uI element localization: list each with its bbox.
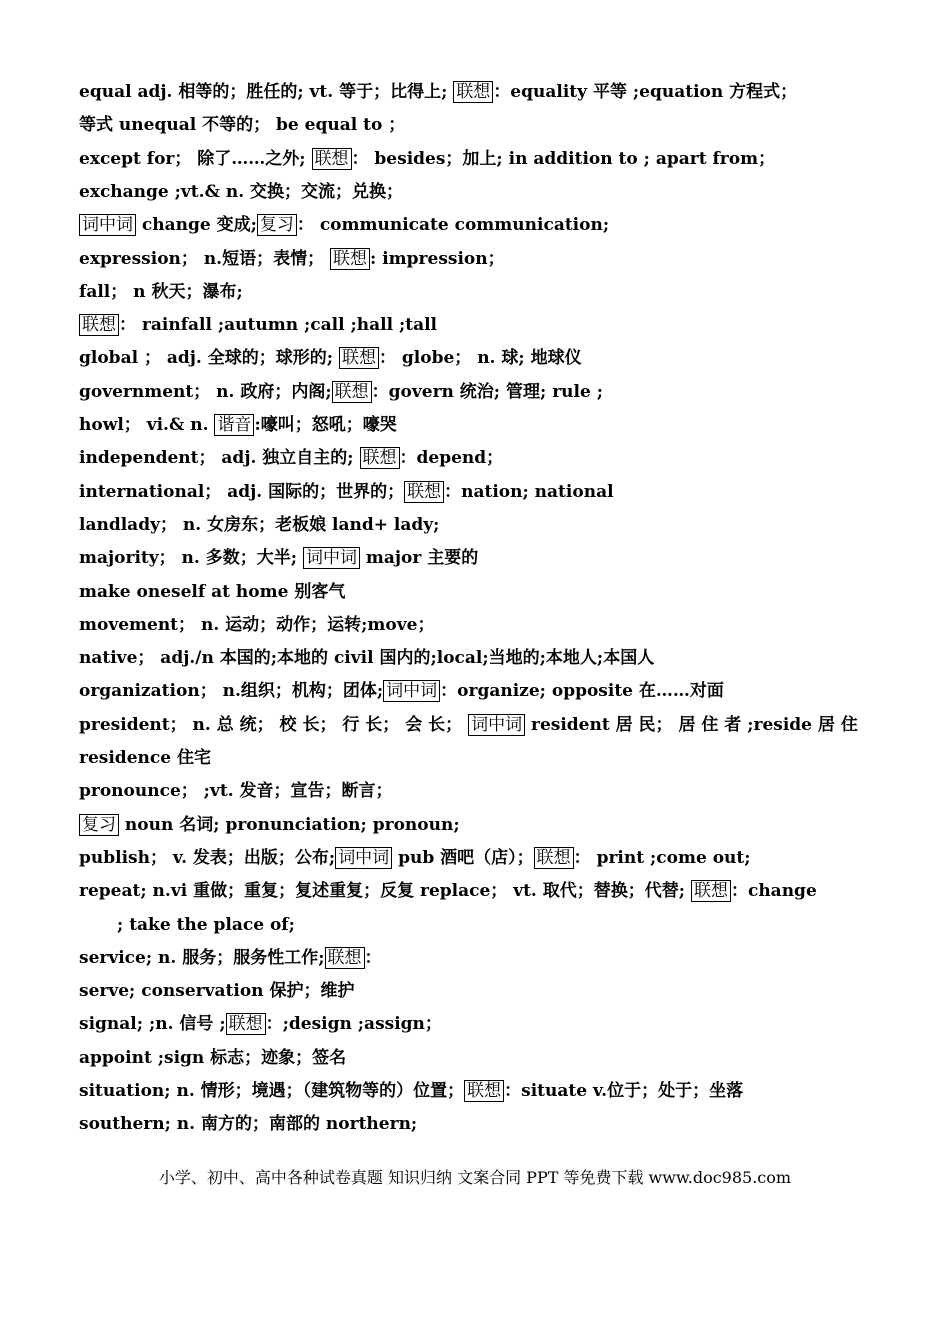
vocab-text: ：situate v.位于；处于；坐落	[504, 1081, 744, 1101]
vocab-line	[79, 446, 503, 470]
tag-box-cizhongci: 词中词	[335, 847, 392, 869]
vocab-line	[79, 380, 603, 404]
vocab-line	[79, 946, 382, 970]
tag-box-lianxiang: 联想	[330, 248, 370, 270]
tag-box-cizhongci: 词中词	[303, 547, 360, 569]
vocab-text: ：change	[730, 881, 817, 902]
vocab-text: fall； n 秋天；瀑布;	[79, 281, 243, 302]
vocab-text: movement； n. 运动；动作；运转;move；	[79, 614, 435, 635]
vocab-text: ：depend；	[399, 448, 504, 469]
vocab-line	[79, 346, 582, 370]
vocab-text: ：;design ;assign；	[265, 1014, 442, 1035]
tag-box-lianxiang: 联想	[464, 1080, 504, 1102]
vocab-text: ： rainfall ;autumn ;call ;hall ;tall	[119, 315, 438, 336]
vocab-text: except for； 除了……之外;	[79, 148, 312, 169]
vocab-line	[79, 679, 724, 703]
vocab-line	[79, 1079, 743, 1103]
tag-box-lianxiang: 联想	[332, 381, 372, 403]
vocab-text: publish； v. 发表；出版；公布;	[79, 847, 336, 868]
vocab-text: howl； vi.& n.	[79, 415, 215, 435]
tag-box-lianxiang: 联想	[312, 148, 352, 170]
vocab-text: pronounce； ;vt. 发音；宣告；断言；	[79, 781, 393, 802]
vocab-text: ：organize; opposite 在……对面	[440, 681, 724, 702]
vocab-text: make oneself at home 别客气	[79, 581, 346, 602]
vocab-line	[79, 280, 243, 304]
vocab-line	[79, 480, 614, 504]
vocab-text: ： besides；加上; in addition to ; apart from；	[351, 148, 776, 169]
vocab-text: :嚎叫；怒吼；嚎哭	[254, 415, 397, 435]
tag-box-lianxiang: 联想	[534, 847, 574, 869]
vocab-text: pub 酒吧（店）；	[392, 847, 534, 868]
vocab-line	[79, 1046, 346, 1070]
vocab-line	[79, 646, 654, 670]
tag-box-lianxiang: 联想	[226, 1013, 266, 1035]
tag-box-lianxiang: 联想	[360, 447, 400, 469]
vocab-line	[79, 147, 775, 171]
vocab-text: government； n. 政府；内阁;	[79, 381, 332, 402]
vocab-line	[79, 513, 439, 537]
tag-box-lianxiang: 联想	[404, 481, 444, 503]
tag-box-lianxiang: 联想	[453, 81, 493, 103]
vocab-line	[79, 546, 478, 570]
vocab-line	[79, 180, 403, 204]
vocab-text: southern; n. 南方的；南部的 northern;	[79, 1114, 418, 1135]
vocab-text: ： communicate communication;	[296, 215, 610, 236]
vocab-line	[79, 113, 405, 137]
vocab-text: appoint ;sign 标志；迹象；签名	[79, 1047, 347, 1068]
vocab-text: ：nation; national	[444, 481, 614, 502]
vocab-text: service; n. 服务；服务性工作;	[79, 947, 325, 968]
tag-box-lianxiang: 联想	[339, 347, 379, 369]
vocab-line	[79, 80, 797, 104]
vocab-line	[79, 846, 751, 870]
vocab-text: ： globe； n. 球; 地球仪	[378, 348, 582, 369]
vocab-line	[79, 1012, 442, 1036]
vocab-text: international； adj. 国际的；世界的；	[79, 481, 405, 502]
tag-box-cizhongci: 词中词	[468, 714, 525, 736]
vocab-text: repeat; n.vi 重做；重复；复述重复；反复 replace； vt. 取代；替换；代替;	[79, 881, 691, 902]
vocab-text: situation; n. 情形；境遇；（建筑物等的）位置；	[79, 1081, 465, 1101]
vocab-line	[79, 1112, 417, 1136]
vocab-text: ：equality 平等 ;equation 方程式；	[493, 82, 798, 102]
vocab-line	[79, 413, 397, 437]
vocab-text: expression； n.短语；表情；	[79, 248, 331, 269]
vocab-text: equal adj. 相等的；胜任的; vt. 等于；比得上;	[79, 82, 454, 102]
tag-box-lianxiang: 联想	[325, 947, 365, 969]
vocab-line	[79, 613, 434, 637]
vocab-text: independent； adj. 独立自主的;	[79, 448, 360, 469]
vocab-line	[79, 313, 437, 337]
vocab-text: organization； n.组织；机构；团体;	[79, 681, 384, 702]
vocab-text: global ； adj. 全球的；球形的;	[79, 348, 339, 369]
vocab-line	[79, 213, 609, 237]
vocab-text: : impression；	[370, 248, 505, 269]
vocab-text: landlady； n. 女房东；老板娘 land+ lady;	[79, 514, 440, 535]
vocab-text: exchange ;vt.& n. 交换；交流；兑换；	[79, 181, 404, 202]
vocab-text: president； n. 总 统； 校 长； 行 长； 会 长；	[79, 714, 469, 735]
tag-box-cizhongci: 词中词	[79, 214, 136, 236]
vocab-text: majority； n. 多数；大半;	[79, 548, 303, 569]
vocab-text: major 主要的	[359, 548, 479, 569]
vocab-text: resident 居 民； 居 住 者 ;reside 居 住	[525, 714, 858, 735]
vocab-line	[79, 247, 505, 271]
vocab-text: noun 名词; pronunciation; pronoun;	[119, 814, 460, 835]
tag-box-cizhongci: 词中词	[383, 680, 440, 702]
vocab-line	[117, 913, 295, 937]
tag-box-lianxiang: 联想	[691, 880, 731, 902]
vocab-line	[79, 879, 817, 903]
vocab-line	[79, 979, 354, 1003]
vocab-text: ：	[364, 947, 382, 968]
footer-text: 小学、初中、高中各种试卷真题 知识归纳 文案合同 PPT 等免费下载 www.doc985.com	[158, 1168, 792, 1187]
vocab-text: ：govern 统治; 管理; rule ;	[371, 381, 603, 402]
vocab-text: serve; conservation 保护；维护	[79, 981, 355, 1002]
vocab-text: residence 住宅	[79, 748, 211, 768]
vocab-text: change 变成;	[136, 215, 257, 236]
vocab-text: signal; ;n. 信号 ;	[79, 1014, 226, 1035]
tag-box-lianxiang: 联想	[79, 314, 119, 336]
vocab-text: native； adj./n 本国的;本地的 civil 国内的;local;当地的;本地人;本国人	[79, 648, 655, 669]
vocab-text: 等式 unequal 不等的； be equal to ；	[79, 115, 406, 136]
tag-box-xieyin: 谐音	[214, 414, 254, 436]
tag-box-fuxi: 复习	[79, 814, 119, 836]
vocab-text: ; take the place of;	[117, 914, 295, 935]
tag-box-fuxi: 复习	[257, 214, 297, 236]
vocab-line	[79, 580, 345, 604]
vocab-text: ： print ;come out;	[573, 847, 751, 868]
vocab-line	[79, 779, 393, 803]
vocab-line	[79, 713, 858, 737]
vocab-line	[79, 813, 460, 837]
vocab-line	[79, 746, 211, 770]
